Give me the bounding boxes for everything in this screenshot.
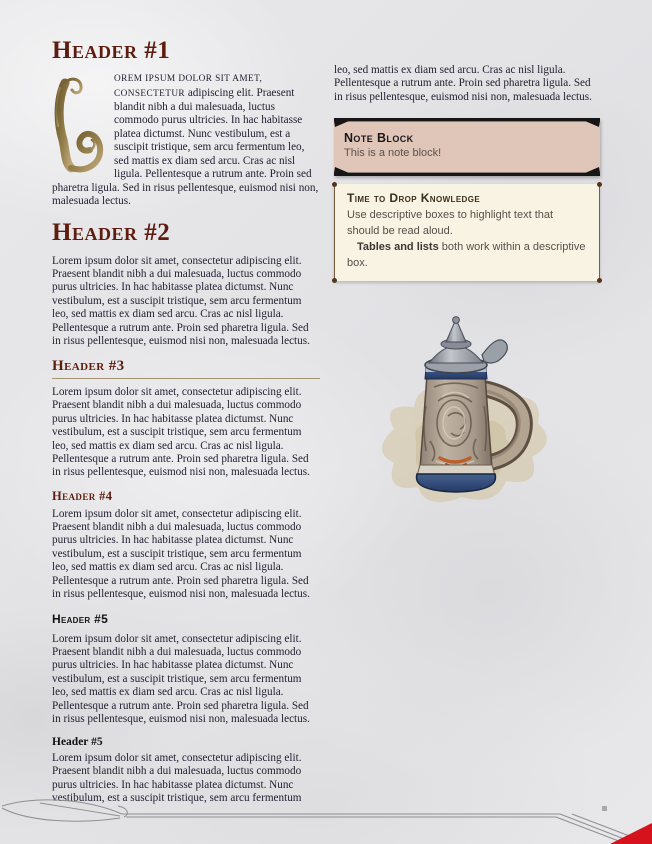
descriptive-box-title: Time to Drop Knowledge	[347, 190, 481, 205]
paragraph-4: Lorem ipsum dolor sit amet, consectetur adipiscing elit. Praesent blandit nibh a dui malesuada, luctus commodo purus ultricies. In hac habitasse platea dictumst. Nunc vestibulum, est a suscipit tristique, sem arcu fermentum leo, sed mattis ex diam sed arcu. Cras ac nisl ligula. Pellentesque a rutrum ante. Proin sed pharetra ligula. Sed in risus pellentesque, euismod nisi non, malesuada lectus.	[52, 507, 310, 600]
paragraph-continued: leo, sed mattis ex diam sed arcu. Cras ac nisl ligula. Pellentesque a rutrum ante. Proin sed pharetra ligula. Sed in risus pellentesque, euismod nisi non, malesuada lectus.	[334, 64, 592, 103]
dropcap-letter-l-icon	[50, 74, 110, 174]
note-block	[334, 118, 600, 176]
descriptive-box-line2-rest: both work within a descriptive box.	[347, 241, 586, 270]
corner-dot-icon	[332, 182, 337, 187]
descriptive-box	[334, 184, 600, 281]
header-2: Header #2	[52, 219, 171, 247]
corner-dot-icon	[597, 182, 602, 187]
paragraph-1	[52, 72, 320, 208]
note-top-border	[334, 118, 600, 127]
right-column	[334, 64, 600, 516]
note-block-body: This is a note block!	[344, 147, 442, 160]
header-5: Header #5	[52, 612, 109, 627]
header-3: Header #3	[52, 358, 320, 379]
corner-dot-icon	[597, 278, 602, 283]
paragraph-6: Lorem ipsum dolor sit amet, consectetur adipiscing elit. Praesent blandit nibh a dui malesuada, luctus commodo purus ultricies. In hac habitasse platea dictumst. Nunc vestibulum, est a suscipit tristique, sem arcu fermentum	[52, 752, 302, 805]
paragraph-2: Lorem ipsum dolor sit amet, consectetur adipiscing elit. Praesent blandit nibh a dui malesuada, luctus commodo purus ultricies. In hac habitasse platea dictumst. Nunc vestibulum, est a suscipit tristique, sem arcu fermentum leo, sed mattis ex diam sed arcu. Cras ac nisl ligula. Pellentesque a rutrum ante. Proin sed pharetra ligula. Sed in risus pellentesque, euismod nisi non, malesuada lectus.	[52, 254, 310, 347]
header-1: Header #1	[52, 37, 171, 64]
paragraph-5: Lorem ipsum dolor sit amet, consectetur adipiscing elit. Praesent blandit nibh a dui malesuada, luctus commodo purus ultricies. In hac habitasse platea dictumst. Nunc vestibulum, est a suscipit tristique, sem arcu fermentum leo, sed mattis ex diam sed arcu. Cras ac nisl ligula. Pellentesque a rutrum ante. Proin sed pharetra ligula. Sed in risus pellentesque, euismod nisi non, malesuada lectus.	[52, 632, 310, 725]
lead-small-caps: OREM IPSUM DOLOR SIT AMET, CONSECTETUR	[114, 74, 263, 99]
corner-red-triangle-icon	[610, 823, 652, 844]
footer-flourish	[0, 794, 652, 844]
corner-dot-icon	[332, 278, 337, 283]
note-block-title: Note Block	[344, 131, 414, 146]
header-5-minor: Header #5	[52, 736, 103, 749]
left-column	[52, 38, 320, 812]
descriptive-box-line2	[347, 240, 587, 272]
paragraph-3: Lorem ipsum dolor sit amet, consectetur adipiscing elit. Praesent blandit nibh a dui malesuada, luctus commodo purus ultricies. In hac habitasse platea dictumst. Nunc vestibulum, est a suscipit tristique, sem arcu fermentum leo, sed mattis ex diam sed arcu. Cras ac nisl ligula. Pellentesque a rutrum ante. Proin sed pharetra ligula. Sed in risus pellentesque, euismod nisi non, malesuada lectus.	[52, 385, 310, 479]
beer-stein-illustration	[356, 311, 566, 516]
note-bottom-border	[334, 167, 600, 176]
paragraph-1-text: adipiscing elit. Praesent blandit nibh a dui malesuada, luctus commodo purus ultricies. In hac habitasse platea dictumst. Nunc vestibulum, est a suscipit tristique, sem arcu fermentum leo, sed mattis ex diam sed arcu. Cras ac nisl ligula. Pellentesque a rutrum ante. Proin sed pharetra ligula. Sed in risus pellentesque, euismod nisi non, malesuada lectus.	[52, 86, 319, 207]
descriptive-box-bold: Tables and lists	[357, 241, 439, 254]
header-4: Header #4	[52, 488, 113, 503]
descriptive-box-line1: Use descriptive boxes to highlight text that should be read aloud.	[347, 208, 554, 237]
